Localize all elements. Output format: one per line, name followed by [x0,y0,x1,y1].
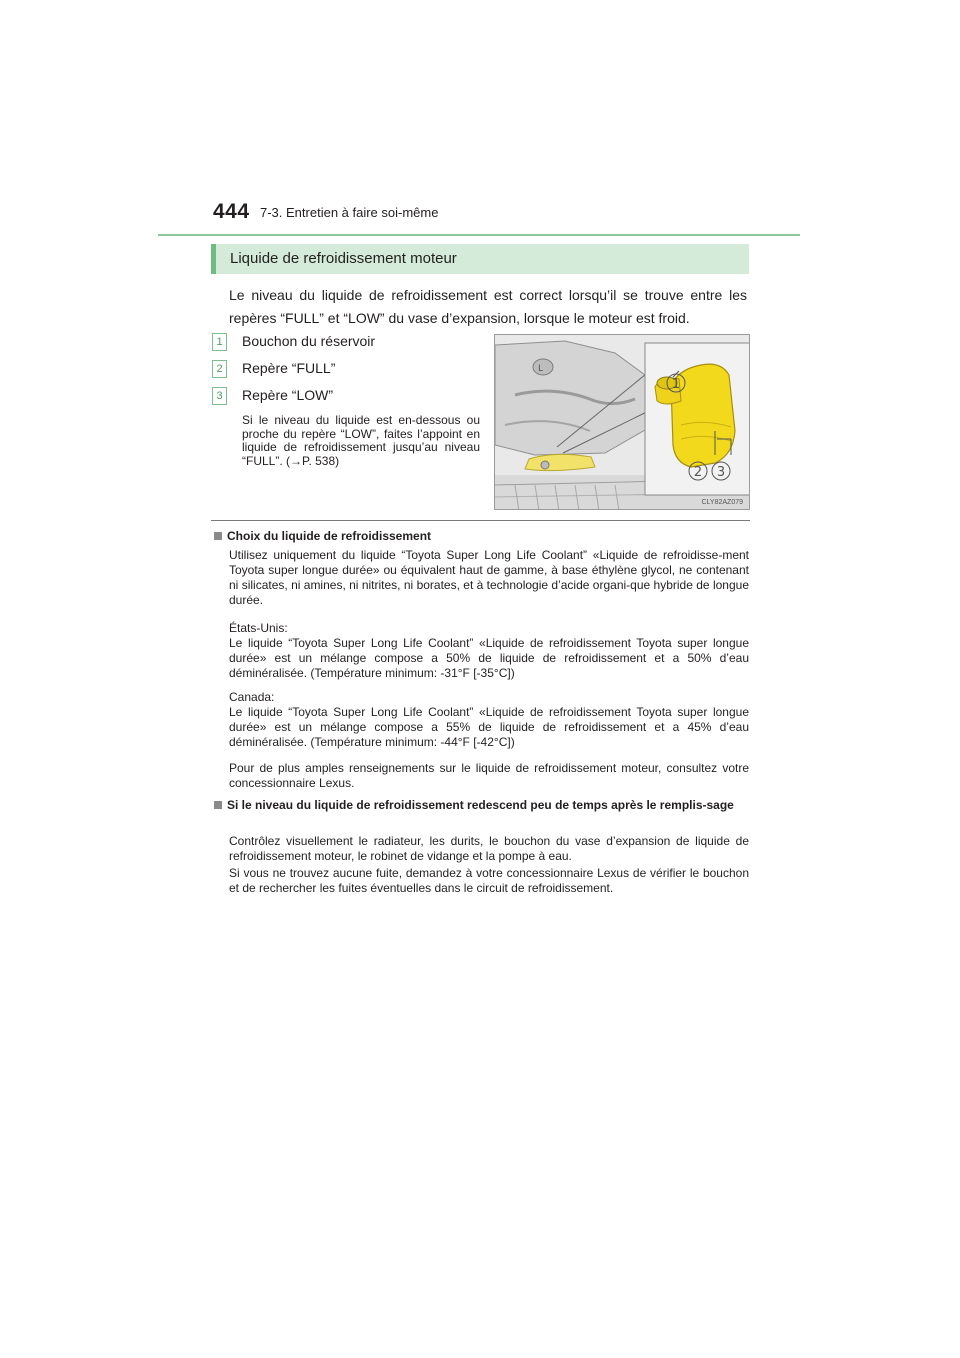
callout-number: 3 [212,387,227,405]
figure-marker-label: 3 [716,465,726,480]
callout-label: Bouchon du réservoir [242,333,376,349]
topic-paragraph: Utilisez uniquement du liquide “Toyota Super Long Life Coolant” «Liquide de refroidisse-ment Toyota super longue durée» ou équivalent haut de gamme, à base éthylène glycol, ne contenant ni silicates, ni amines, ni nitrites, ni borates, et à technologie d’acide organi-que hybride de longue durée. [229,548,749,607]
square-bullet-icon [214,532,222,540]
section-divider [211,520,750,521]
callout-number: 1 [212,333,227,351]
topic-paragraph: Le liquide “Toyota Super Long Life Coolant” «Liquide de refroidissement Toyota super longue durée» est un mélange compose a 50% de liquide de refroidissement et a 50% d’eau déminéralisée. (Température minimum: -31°F [-35°C]) [229,636,749,680]
figure-marker-label: 1 [671,377,681,392]
figure-marker-label: 2 [693,465,703,480]
callout-label: Repère “FULL” [242,360,336,376]
square-bullet-icon [214,801,222,809]
topic-heading [214,799,752,812]
callout-item [212,359,462,381]
topic-heading-text: Choix du liquide de refroidissement [227,529,432,543]
topic-paragraph: États-Unis: [229,621,288,635]
header-rule [158,234,800,236]
page-number: 444 [213,200,250,223]
engine-drawing [495,335,750,510]
chapter-title: 7-3. Entretien à faire soi-même [260,205,439,220]
intro-paragraph: Le niveau du liquide de refroidissement est correct lorsqu’il se trouve entre les repères “FULL” et “LOW” du vase d’expansion, lorsque le moteur est froid. [229,287,747,326]
topic-paragraph: Si vous ne trouvez aucune fuite, demandez à votre concessionnaire Lexus de vérifier le bouchon et de rechercher les fuites éventuelles dans le circuit de refroidissement. [229,866,749,895]
svg-text:L: L [538,364,544,374]
topic-paragraph: Le liquide “Toyota Super Long Life Coolant” «Liquide de refroidissement Toyota super longue durée» est un mélange compose a 55% de liquide de refroidissement et a 45% d’eau déminéralisée. (Température minimum: -44°F [-42°C]) [229,705,749,749]
topic-paragraph: Pour de plus amples renseignements sur le liquide de refroidissement moteur, consultez votre concessionnaire Lexus. [229,761,749,790]
topic-paragraph: Canada: [229,690,275,704]
callout-item [212,332,462,354]
callout-number: 2 [212,360,227,378]
topic-paragraph: Contrôlez visuellement le radiateur, les durits, le bouchon du vase d’expansion de liquide de refroidissement moteur, le robinet de vidange et la pompe à eau. [229,834,749,863]
section-bar [211,244,749,274]
callout-label: Repère “LOW” [242,387,334,403]
section-title: Liquide de refroidissement moteur [230,250,457,267]
figure-code: CLY82AZ079 [701,499,743,506]
refill-note: Si le niveau du liquide est en-dessous ou proche du repère “LOW”, faites l’appoint en liquide de refroidissement jusqu’au niveau “FULL”. (→P. 538) [242,413,480,468]
topic-heading [214,530,752,543]
engine-illustration [494,334,750,510]
topic-heading-text: Si le niveau du liquide de refroidissement redescend peu de temps après le remplis-sage [227,798,734,812]
callout-item [212,386,462,408]
